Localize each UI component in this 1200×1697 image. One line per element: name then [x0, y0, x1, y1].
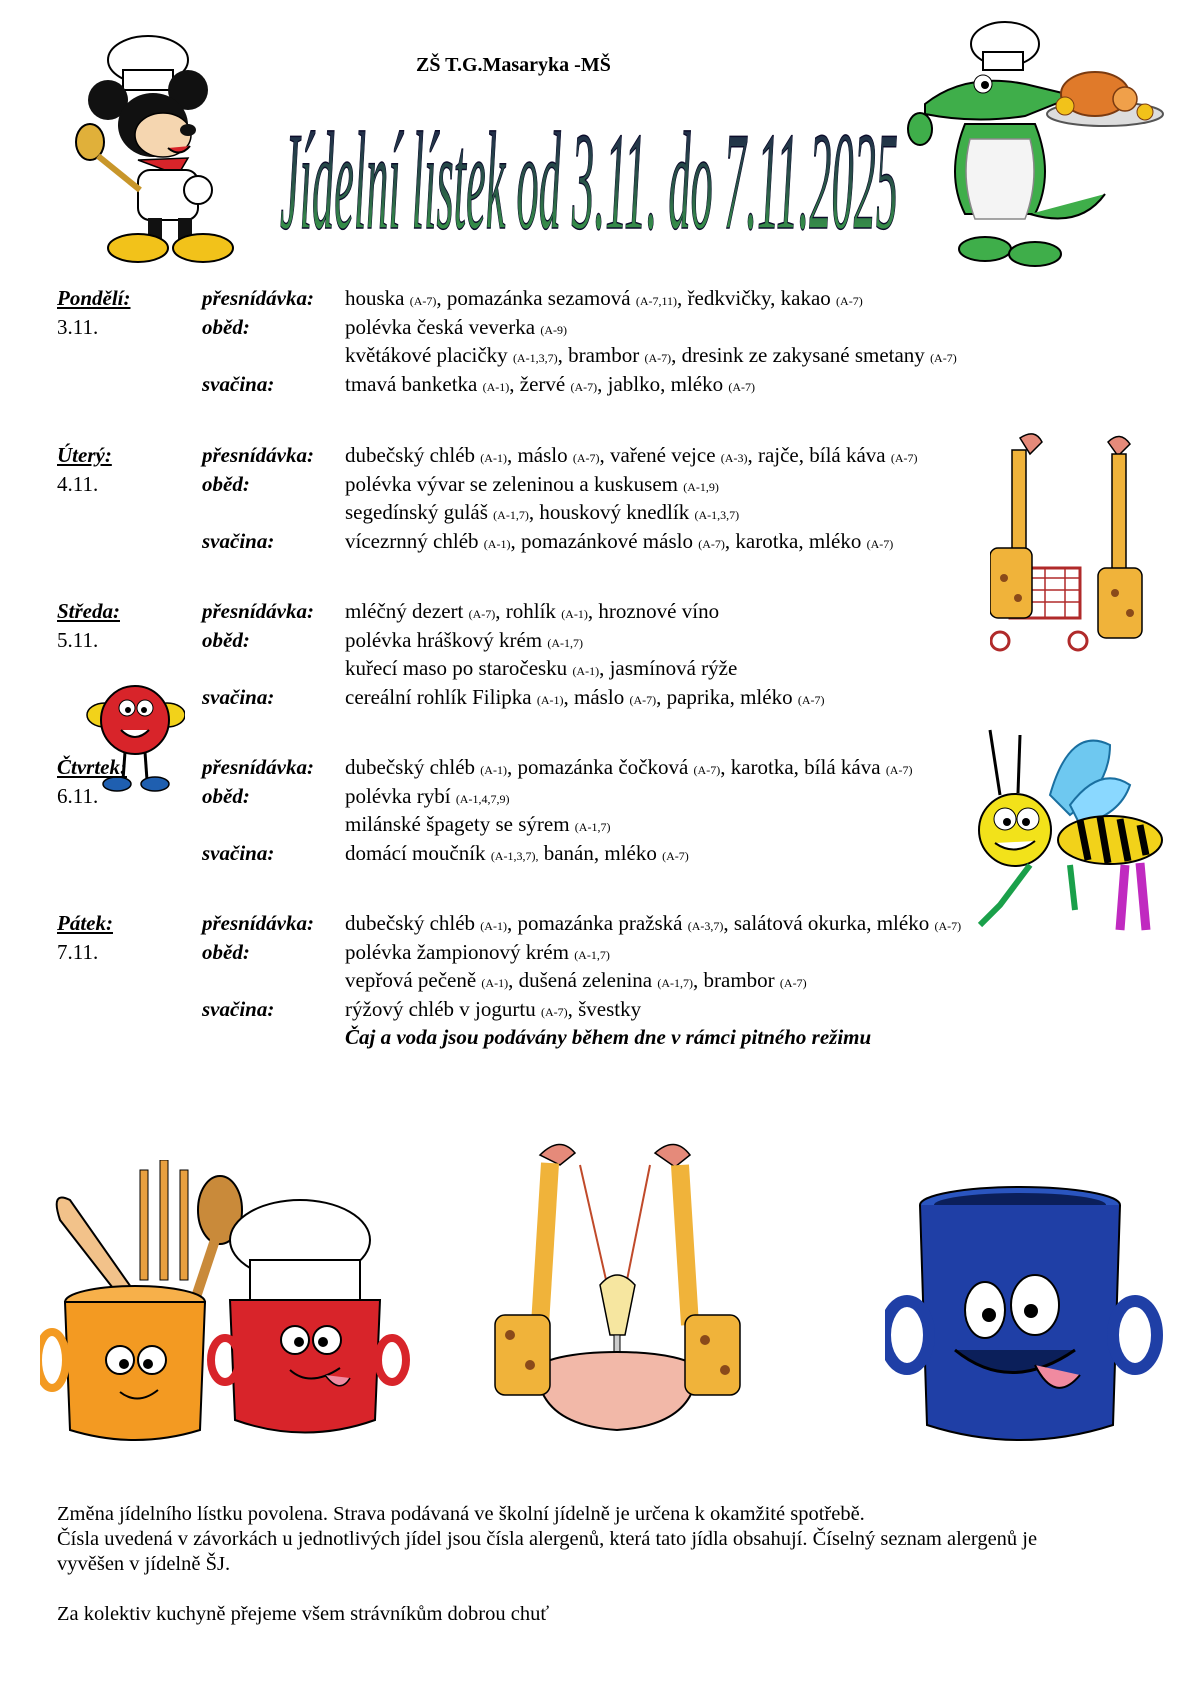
food-item: tmavá banketka — [345, 371, 483, 396]
food-item: , dušená zelenina — [508, 968, 658, 993]
food-item: , dresink ze zakysané smetany — [671, 343, 931, 368]
food-item: banán, mléko — [538, 840, 663, 865]
meal-items — [345, 683, 824, 714]
menu-row — [57, 1023, 1057, 1052]
allergen-code: (A-1) — [480, 919, 507, 933]
meal-items — [345, 810, 610, 841]
menu-row — [57, 782, 1057, 811]
food-item: , hroznové víno — [587, 599, 720, 623]
menu-row — [57, 498, 1057, 527]
menu-row — [57, 441, 1057, 470]
allergen-code: (A-7) — [890, 451, 918, 465]
day-date: 6.11. — [57, 783, 99, 808]
meal-items — [345, 995, 641, 1026]
allergen-code: (A-1) — [483, 536, 511, 551]
allergen-code: (A-1,4,7,9) — [455, 791, 510, 806]
meal-items — [345, 313, 567, 344]
meal-items — [345, 284, 863, 315]
meal-items — [345, 839, 689, 870]
allergen-code: (A-1) — [480, 763, 507, 777]
meal-label: svačina: — [202, 528, 275, 553]
food-item: polévka česká veverka — [345, 314, 541, 339]
food-item: mléčný dezert — [345, 599, 469, 623]
allergen-code: (A-1,7) — [574, 947, 610, 962]
meal-label: svačina: — [202, 996, 275, 1021]
meal-label: přesnídávka: — [202, 286, 314, 310]
menu-row — [57, 370, 1057, 399]
mickey-chef-icon — [68, 30, 268, 270]
allergen-code: (A-1,7) — [657, 976, 694, 991]
food-item: dubečský chléb — [345, 755, 481, 779]
menu-row — [57, 626, 1057, 655]
meal-label: svačina: — [202, 684, 275, 709]
food-item: kuřecí maso po staročesku — [345, 656, 573, 681]
allergen-code: (A-3,7) — [687, 919, 724, 933]
menu-row — [57, 683, 1057, 712]
day-block — [57, 597, 1057, 711]
meal-label: přesnídávka: — [202, 911, 314, 935]
meal-items — [345, 654, 737, 685]
food-item: houska — [345, 286, 410, 310]
day-date: 7.11. — [57, 939, 99, 964]
day-name: Úterý: — [57, 443, 112, 467]
food-item: rýžový chléb v jogurtu — [345, 996, 541, 1021]
day-block — [57, 909, 1057, 1052]
food-item: polévka hráškový krém — [345, 627, 548, 652]
allergen-code: (A-7) — [930, 351, 957, 366]
day-name: Pondělí: — [57, 286, 131, 310]
food-item: polévka žampionový krém — [345, 939, 575, 964]
day-date: 3.11. — [57, 314, 99, 339]
allergen-code: (A-1) — [536, 692, 564, 707]
allergen-code: (A-1) — [561, 607, 588, 621]
allergen-code: (A-7) — [797, 692, 825, 707]
food-item: polévka vývar se zeleninou a kuskusem — [345, 471, 684, 496]
allergen-code: (A-7) — [570, 379, 598, 394]
allergen-code: (A-3) — [720, 451, 748, 465]
allergen-code: (A-1,3,7) — [694, 508, 740, 523]
menu-row — [57, 909, 1057, 938]
day-name: Pátek: — [57, 911, 113, 935]
allergen-code: (A-7,11) — [635, 294, 678, 308]
food-item: , švestky — [567, 996, 642, 1021]
menu-row — [57, 966, 1057, 995]
food-item: dubečský chléb — [345, 443, 481, 467]
food-item: , ředkvičky, kakao — [677, 286, 837, 310]
giraffes-table-icon — [480, 1135, 760, 1435]
day-block — [57, 441, 1057, 555]
meal-items — [345, 909, 961, 940]
allergen-code: (A-7) — [572, 451, 600, 465]
food-item: , žervé — [509, 371, 571, 396]
food-item: , vařené vejce — [599, 443, 721, 467]
food-item: , houskový knedlík — [528, 500, 695, 525]
menu-row — [57, 284, 1057, 313]
menu-row — [57, 753, 1057, 782]
day-name: Čtvrtek: — [57, 755, 127, 779]
food-item: , paprika, mléko — [656, 684, 798, 709]
meal-items — [345, 753, 912, 784]
meal-label: přesnídávka: — [202, 599, 314, 623]
meal-items — [345, 626, 583, 657]
meal-items — [345, 966, 807, 997]
day-date: 4.11. — [57, 471, 99, 496]
meal-items — [345, 370, 755, 401]
meal-label: oběd: — [202, 314, 250, 339]
food-item: domácí moučník — [345, 840, 491, 865]
day-date: 5.11. — [57, 627, 99, 652]
menu-row — [57, 341, 1057, 370]
allergen-code: (A-1,9) — [683, 479, 719, 494]
meal-label: přesnídávka: — [202, 443, 314, 467]
food-item: , máslo — [506, 443, 573, 467]
meal-label: oběd: — [202, 471, 250, 496]
meal-items — [345, 527, 893, 558]
allergen-code: (A-7) — [779, 976, 807, 991]
food-item: , brambor — [557, 343, 645, 368]
utensil-pot-icon — [40, 1160, 425, 1445]
food-item: , rajče, bílá káva — [747, 443, 891, 467]
allergen-code: (A-7) — [629, 692, 657, 707]
menu-title — [280, 110, 920, 250]
menu-row — [57, 995, 1057, 1024]
food-item: segedínský guláš — [345, 500, 494, 525]
allergen-code: (A-1) — [482, 379, 510, 394]
meal-label: oběd: — [202, 783, 250, 808]
meal-label: svačina: — [202, 840, 275, 865]
food-item: vepřová pečeně — [345, 968, 482, 993]
allergen-code: (A-7) — [540, 1004, 568, 1019]
allergen-code: (A-7) — [885, 763, 913, 777]
meal-items — [345, 470, 719, 501]
food-item: , rohlík — [495, 599, 562, 623]
allergen-code: (A-1) — [480, 451, 507, 465]
food-item: milánské špagety se sýrem — [345, 812, 575, 837]
allergen-code: (A-1,3,7), — [490, 848, 539, 863]
food-item: , pomazánka pražská — [506, 911, 688, 935]
meal-label: přesnídávka: — [202, 755, 314, 779]
drink-note: Čaj a voda jsou podávány během dne v rámci pitného režimu — [345, 1025, 872, 1050]
menu-row — [57, 938, 1057, 967]
meal-items — [345, 938, 610, 969]
allergen-code: (A-7) — [644, 351, 672, 366]
food-item: květákové placičky — [345, 343, 513, 368]
food-item: , pomazánka sezamová — [436, 286, 636, 310]
food-item: , karotka, bílá káva — [720, 755, 886, 779]
menu-row — [57, 597, 1057, 626]
footer-notes — [57, 1502, 1057, 1627]
allergen-code: (A-7) — [866, 536, 894, 551]
food-item: , brambor — [693, 968, 780, 993]
day-block — [57, 284, 1057, 398]
food-item: vícezrnný chléb — [345, 528, 484, 553]
food-item: polévka rybí — [345, 783, 456, 808]
menu-row — [57, 654, 1057, 683]
allergen-code: (A-7) — [693, 763, 721, 777]
allergen-code: (A-1,7) — [574, 820, 611, 835]
food-item: , pomazánkové máslo — [510, 528, 699, 553]
day-name: Středa: — [57, 599, 120, 623]
allergen-code: (A-7) — [728, 379, 756, 394]
allergen-code: (A-7) — [934, 919, 962, 933]
meal-items — [345, 498, 739, 529]
food-item: dubečský chléb — [345, 911, 481, 935]
menu-row — [57, 839, 1057, 868]
food-item: , jablko, mléko — [597, 371, 729, 396]
menu-row — [57, 313, 1057, 342]
allergen-code: (A-9) — [540, 322, 567, 337]
crocodile-chef-icon — [905, 14, 1170, 284]
meal-label: oběd: — [202, 939, 250, 964]
footer-line-wish: Za kolektiv kuchyně přejeme všem strávníkům dobrou chuť — [57, 1603, 550, 1625]
allergen-code: (A-1) — [481, 976, 509, 991]
food-item: , karotka, mléko — [724, 528, 867, 553]
meal-items — [345, 597, 719, 628]
allergen-code: (A-7) — [698, 536, 725, 551]
meal-label: svačina: — [202, 371, 275, 396]
meal-items — [345, 341, 957, 372]
food-item: cereální rohlík Filipka — [345, 684, 537, 709]
allergen-code: (A-1,7) — [493, 508, 529, 523]
allergen-code: (A-7) — [409, 294, 437, 308]
school-name: ZŠ T.G.Masaryka -MŠ — [416, 54, 611, 76]
menu-row — [57, 527, 1057, 556]
allergen-code: (A-1,7) — [547, 635, 584, 650]
allergen-code: (A-7) — [836, 294, 863, 308]
food-item: , jasmínová rýže — [599, 656, 738, 681]
menu-row — [57, 470, 1057, 499]
meal-label: oběd: — [202, 627, 250, 652]
allergen-code: (A-1) — [572, 664, 600, 679]
menu-row — [57, 810, 1057, 839]
footer-line-change: Změna jídelního lístku povolena. Strava podávaná ve školní jídelně je určena k okamžité spotřebě. — [57, 1503, 865, 1525]
footer-line-allergens: Čísla uvedená v závorkách u jednotlivých jídel jsou čísla alergenů, která tato jídla obsahují. Číselný seznam alergenů je vyvěšen v jídelně ŠJ. — [57, 1528, 1038, 1575]
day-block — [57, 753, 1057, 867]
blue-pot-icon — [885, 1185, 1175, 1455]
meal-items — [345, 441, 918, 472]
allergen-code: (A-7) — [468, 607, 496, 621]
food-item: , pomazánka čočková — [506, 755, 694, 779]
allergen-code: (A-7) — [662, 848, 689, 863]
allergen-code: (A-1,3,7) — [512, 351, 558, 366]
menu-title-text: Jídelní lístek od 3.11. do 7.11.2025 — [280, 110, 898, 250]
food-item: , salátová okurka, mléko — [723, 911, 935, 935]
meal-items — [345, 782, 509, 813]
food-item: , máslo — [563, 684, 630, 709]
